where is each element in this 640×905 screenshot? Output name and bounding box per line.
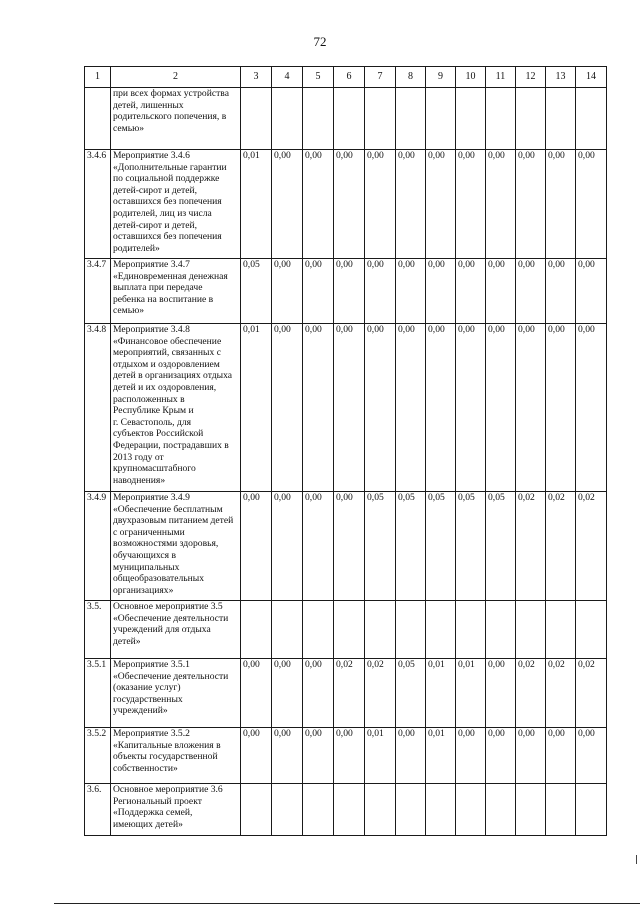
value-cell: 0,00: [426, 324, 456, 492]
value-cell: 0,00: [272, 150, 303, 259]
table-row: [85, 601, 607, 659]
value-cell: 0,00: [516, 150, 546, 259]
value-cell: 0,00: [241, 492, 272, 601]
value-cell: 0,00: [546, 150, 576, 259]
edge-mark: [636, 855, 637, 864]
value-cell: 0,02: [546, 659, 576, 728]
value-cell: [426, 601, 456, 659]
value-cell: [546, 88, 576, 150]
value-cell: 0,00: [334, 492, 365, 601]
activity-description: Мероприятие 3.4.6 «Дополнительные гарантии по социальной поддержке детей-сирот и детей, оставшихся без попечения родителей, лиц из числа детей-сирот и детей, оставшихся без попечения родителей»: [111, 150, 241, 259]
value-cell: [334, 88, 365, 150]
col-header: 11: [486, 67, 516, 88]
bottom-rule: [54, 903, 640, 904]
value-cell: 0,00: [272, 492, 303, 601]
value-cell: 0,00: [396, 150, 426, 259]
value-cell: 0,00: [456, 728, 486, 784]
table-row: [85, 659, 607, 728]
value-cell: 0,00: [576, 728, 607, 784]
col-header: 5: [303, 67, 334, 88]
value-cell: 0,00: [303, 259, 334, 324]
col-header: 10: [456, 67, 486, 88]
activity-description: Основное мероприятие 3.5 «Обеспечение деятельности учреждений для отдыха детей»: [111, 601, 241, 659]
value-cell: [396, 601, 426, 659]
value-cell: 0,00: [303, 150, 334, 259]
activity-description: Мероприятие 3.5.2 «Капитальные вложения в объекты государственной собственности»: [111, 728, 241, 784]
value-cell: 0,00: [365, 259, 396, 324]
value-cell: 0,00: [486, 324, 516, 492]
value-cell: 0,00: [241, 659, 272, 728]
value-cell: [456, 784, 486, 836]
value-cell: 0,02: [516, 492, 546, 601]
row-number: 3.4.7: [85, 259, 111, 324]
activities-table: [84, 66, 607, 836]
value-cell: [576, 88, 607, 150]
value-cell: 0,00: [516, 259, 546, 324]
value-cell: 0,02: [576, 659, 607, 728]
table-body: [85, 88, 607, 836]
page-number: 72: [313, 34, 327, 49]
value-cell: 0,02: [576, 492, 607, 601]
value-cell: [334, 784, 365, 836]
value-cell: [241, 784, 272, 836]
value-cell: 0,05: [241, 259, 272, 324]
value-cell: [546, 784, 576, 836]
value-cell: 0,00: [303, 492, 334, 601]
value-cell: [516, 88, 546, 150]
value-cell: [365, 601, 396, 659]
value-cell: [334, 601, 365, 659]
value-cell: [456, 601, 486, 659]
activity-description: при всех формах устройства детей, лишенных родительского попечения, в семью»: [111, 88, 241, 150]
value-cell: [396, 88, 426, 150]
value-cell: 0,00: [576, 324, 607, 492]
activity-description: Мероприятие 3.4.7 «Единовременная денежная выплата при передаче ребенка на воспитание в семью»: [111, 259, 241, 324]
value-cell: 0,00: [576, 150, 607, 259]
value-cell: 0,01: [426, 728, 456, 784]
value-cell: [576, 601, 607, 659]
value-cell: [486, 784, 516, 836]
row-number: 3.4.9: [85, 492, 111, 601]
value-cell: 0,00: [334, 324, 365, 492]
value-cell: [426, 784, 456, 836]
value-cell: 0,00: [516, 324, 546, 492]
activity-description: Мероприятие 3.4.8 «Финансовое обеспечение мероприятий, связанных с отдыхом и оздоровлением детей в организациях отдыха детей и их оздоровления, расположенных в Республике Крым и г. Севастополь, для субъектов Российской Федерации, пострадавших в 2013 году от крупномасштабного наводнения»: [111, 324, 241, 492]
value-cell: [486, 601, 516, 659]
value-cell: 0,02: [334, 659, 365, 728]
table-row: [85, 492, 607, 601]
col-header: 8: [396, 67, 426, 88]
value-cell: [516, 601, 546, 659]
value-cell: 0,00: [241, 728, 272, 784]
value-cell: 0,02: [365, 659, 396, 728]
value-cell: [365, 784, 396, 836]
value-cell: [272, 784, 303, 836]
value-cell: [396, 784, 426, 836]
value-cell: 0,05: [396, 659, 426, 728]
row-number: 3.4.6: [85, 150, 111, 259]
value-cell: 0,01: [426, 659, 456, 728]
value-cell: 0,00: [486, 659, 516, 728]
value-cell: 0,05: [396, 492, 426, 601]
value-cell: [272, 601, 303, 659]
value-cell: 0,00: [426, 259, 456, 324]
value-cell: 0,00: [334, 728, 365, 784]
value-cell: 0,02: [546, 492, 576, 601]
table-row: [85, 784, 607, 836]
value-cell: 0,00: [334, 259, 365, 324]
value-cell: [303, 601, 334, 659]
value-cell: [272, 88, 303, 150]
col-header: 9: [426, 67, 456, 88]
activity-description: Мероприятие 3.4.9 «Обеспечение бесплатным двухразовым питанием детей с ограниченными возможностями здоровья, обучающихся в муниципальных общеобразовательных организациях»: [111, 492, 241, 601]
value-cell: 0,00: [546, 259, 576, 324]
table-row: [85, 259, 607, 324]
col-header: 14: [576, 67, 607, 88]
value-cell: 0,05: [456, 492, 486, 601]
value-cell: 0,00: [272, 728, 303, 784]
row-number: 3.5.: [85, 601, 111, 659]
table-row: [85, 88, 607, 150]
value-cell: [546, 601, 576, 659]
value-cell: 0,00: [365, 324, 396, 492]
value-cell: 0,05: [426, 492, 456, 601]
value-cell: 0,00: [456, 324, 486, 492]
row-number: [85, 88, 111, 150]
col-header: 3: [241, 67, 272, 88]
value-cell: [241, 601, 272, 659]
value-cell: [365, 88, 396, 150]
value-cell: 0,00: [303, 659, 334, 728]
value-cell: 0,02: [516, 659, 546, 728]
value-cell: 0,00: [365, 150, 396, 259]
value-cell: [303, 784, 334, 836]
value-cell: 0,00: [486, 150, 516, 259]
value-cell: [303, 88, 334, 150]
value-cell: 0,05: [365, 492, 396, 601]
value-cell: 0,00: [546, 324, 576, 492]
value-cell: [426, 88, 456, 150]
value-cell: 0,01: [241, 150, 272, 259]
value-cell: 0,00: [303, 728, 334, 784]
value-cell: 0,00: [486, 259, 516, 324]
value-cell: 0,01: [241, 324, 272, 492]
row-number: 3.5.2: [85, 728, 111, 784]
value-cell: 0,00: [396, 728, 426, 784]
activity-description: Мероприятие 3.5.1 «Обеспечение деятельности (оказание услуг) государственных учреждений»: [111, 659, 241, 728]
activity-description: Основное мероприятие 3.6 Региональный проект «Поддержка семей, имеющих детей»: [111, 784, 241, 836]
value-cell: [241, 88, 272, 150]
table-row: [85, 324, 607, 492]
col-header: 7: [365, 67, 396, 88]
col-header: 2: [111, 67, 241, 88]
value-cell: 0,00: [334, 150, 365, 259]
col-header: 12: [516, 67, 546, 88]
header-row: [85, 67, 607, 88]
value-cell: 0,00: [272, 259, 303, 324]
value-cell: 0,00: [272, 659, 303, 728]
value-cell: 0,00: [303, 324, 334, 492]
value-cell: 0,00: [396, 324, 426, 492]
value-cell: 0,00: [456, 150, 486, 259]
value-cell: 0,00: [546, 728, 576, 784]
value-cell: 0,00: [486, 728, 516, 784]
value-cell: 0,01: [365, 728, 396, 784]
value-cell: [516, 784, 546, 836]
col-header: 4: [272, 67, 303, 88]
value-cell: [486, 88, 516, 150]
col-header: 1: [85, 67, 111, 88]
value-cell: [576, 784, 607, 836]
value-cell: 0,00: [272, 324, 303, 492]
value-cell: 0,00: [516, 728, 546, 784]
value-cell: 0,01: [456, 659, 486, 728]
value-cell: 0,00: [456, 259, 486, 324]
table-row: [85, 150, 607, 259]
value-cell: 0,05: [486, 492, 516, 601]
value-cell: 0,00: [576, 259, 607, 324]
row-number: 3.6.: [85, 784, 111, 836]
row-number: 3.5.1: [85, 659, 111, 728]
value-cell: 0,00: [426, 150, 456, 259]
col-header: 6: [334, 67, 365, 88]
table-row: [85, 728, 607, 784]
row-number: 3.4.8: [85, 324, 111, 492]
col-header: 13: [546, 67, 576, 88]
value-cell: [456, 88, 486, 150]
value-cell: 0,00: [396, 259, 426, 324]
